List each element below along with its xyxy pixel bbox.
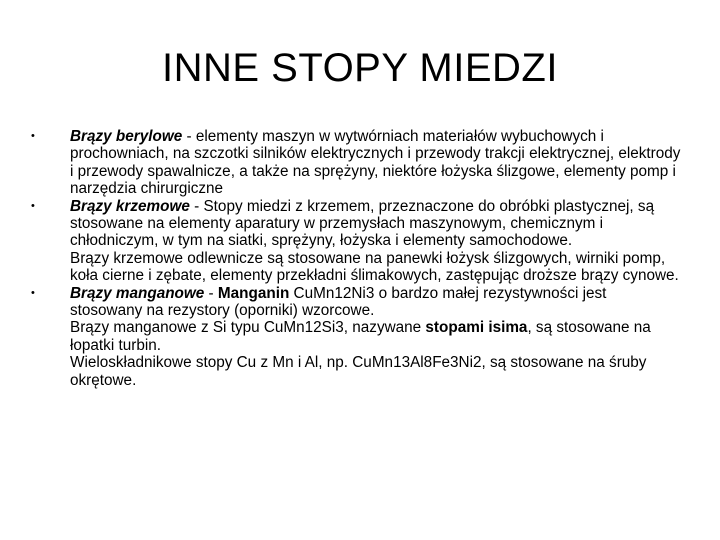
bullet-item-silicon-bronze bbox=[31, 197, 682, 285]
term-manganin: Manganin bbox=[217, 284, 290, 302]
bullet-dot: • bbox=[31, 286, 35, 299]
term-beryllium-bronze: Brązy berylowe bbox=[70, 128, 183, 145]
bullet-paragraph-2 bbox=[70, 319, 682, 354]
bullet-paragraph-3: Wieloskładnikowe stopy Cu z Mn i Al, np. CuMn13Al8Fe3Ni2, są stosowane na śruby okrętowe. bbox=[70, 354, 647, 389]
para2-pre: Brązy manganowe z Si typu CuMn12Si3, nazywane bbox=[70, 319, 426, 337]
description: CuMn12Ni3 o bardzo małej rezystywności jest stosowany na rezystory (oporniki) wzorcowe. bbox=[70, 284, 607, 320]
term-silicon-bronze: Brązy krzemowe bbox=[70, 197, 190, 215]
term-isima-alloys: stopami isima bbox=[425, 319, 528, 337]
bullet-paragraph bbox=[70, 198, 682, 250]
bullet-dot: • bbox=[31, 199, 35, 212]
para2-post: , są stosowane na łopatki turbin. bbox=[70, 319, 651, 354]
dash: - bbox=[204, 284, 218, 302]
bullet-paragraph bbox=[70, 285, 682, 320]
bullet-item-manganese-bronze bbox=[31, 284, 682, 389]
term-manganese-bronze: Brązy manganowe bbox=[70, 284, 205, 302]
bullet-paragraph-2: Brązy krzemowe odlewnicze są stosowane na panewki łożysk ślizgowych, wirniki pomp, koła cierne i zębate, elementy przekładni ślimakowych, zastępując droższe brązy cynowe. bbox=[70, 249, 679, 285]
bullet-list bbox=[31, 128, 682, 389]
bullet-item-beryllium-bronze bbox=[31, 128, 682, 198]
description: - elementy maszyn w wytwórniach materiałów wybuchowych i prochowniach, na szczotki silników elektrycznych i przewody trakcji elektrycznej, elektrody i przewody spawalnicze, a także na sprężyny, niektóre łożyska ślizgowe, elementy pomp i narzędzia chirurgiczne bbox=[70, 128, 681, 198]
bullet-paragraph bbox=[70, 128, 682, 198]
bullet-dot: • bbox=[31, 130, 35, 142]
description: - Stopy miedzi z krzemem, przeznaczone do obróbki plastycznej, są stosowane na elementy aparatury w przemysłach maszynowym, chemicznym i chłodniczym, w tym na siatki, sprężyny, łożyska i elementy samochodowe. bbox=[70, 197, 655, 250]
slide-title: INNE STOPY MIEDZI bbox=[162, 46, 558, 90]
